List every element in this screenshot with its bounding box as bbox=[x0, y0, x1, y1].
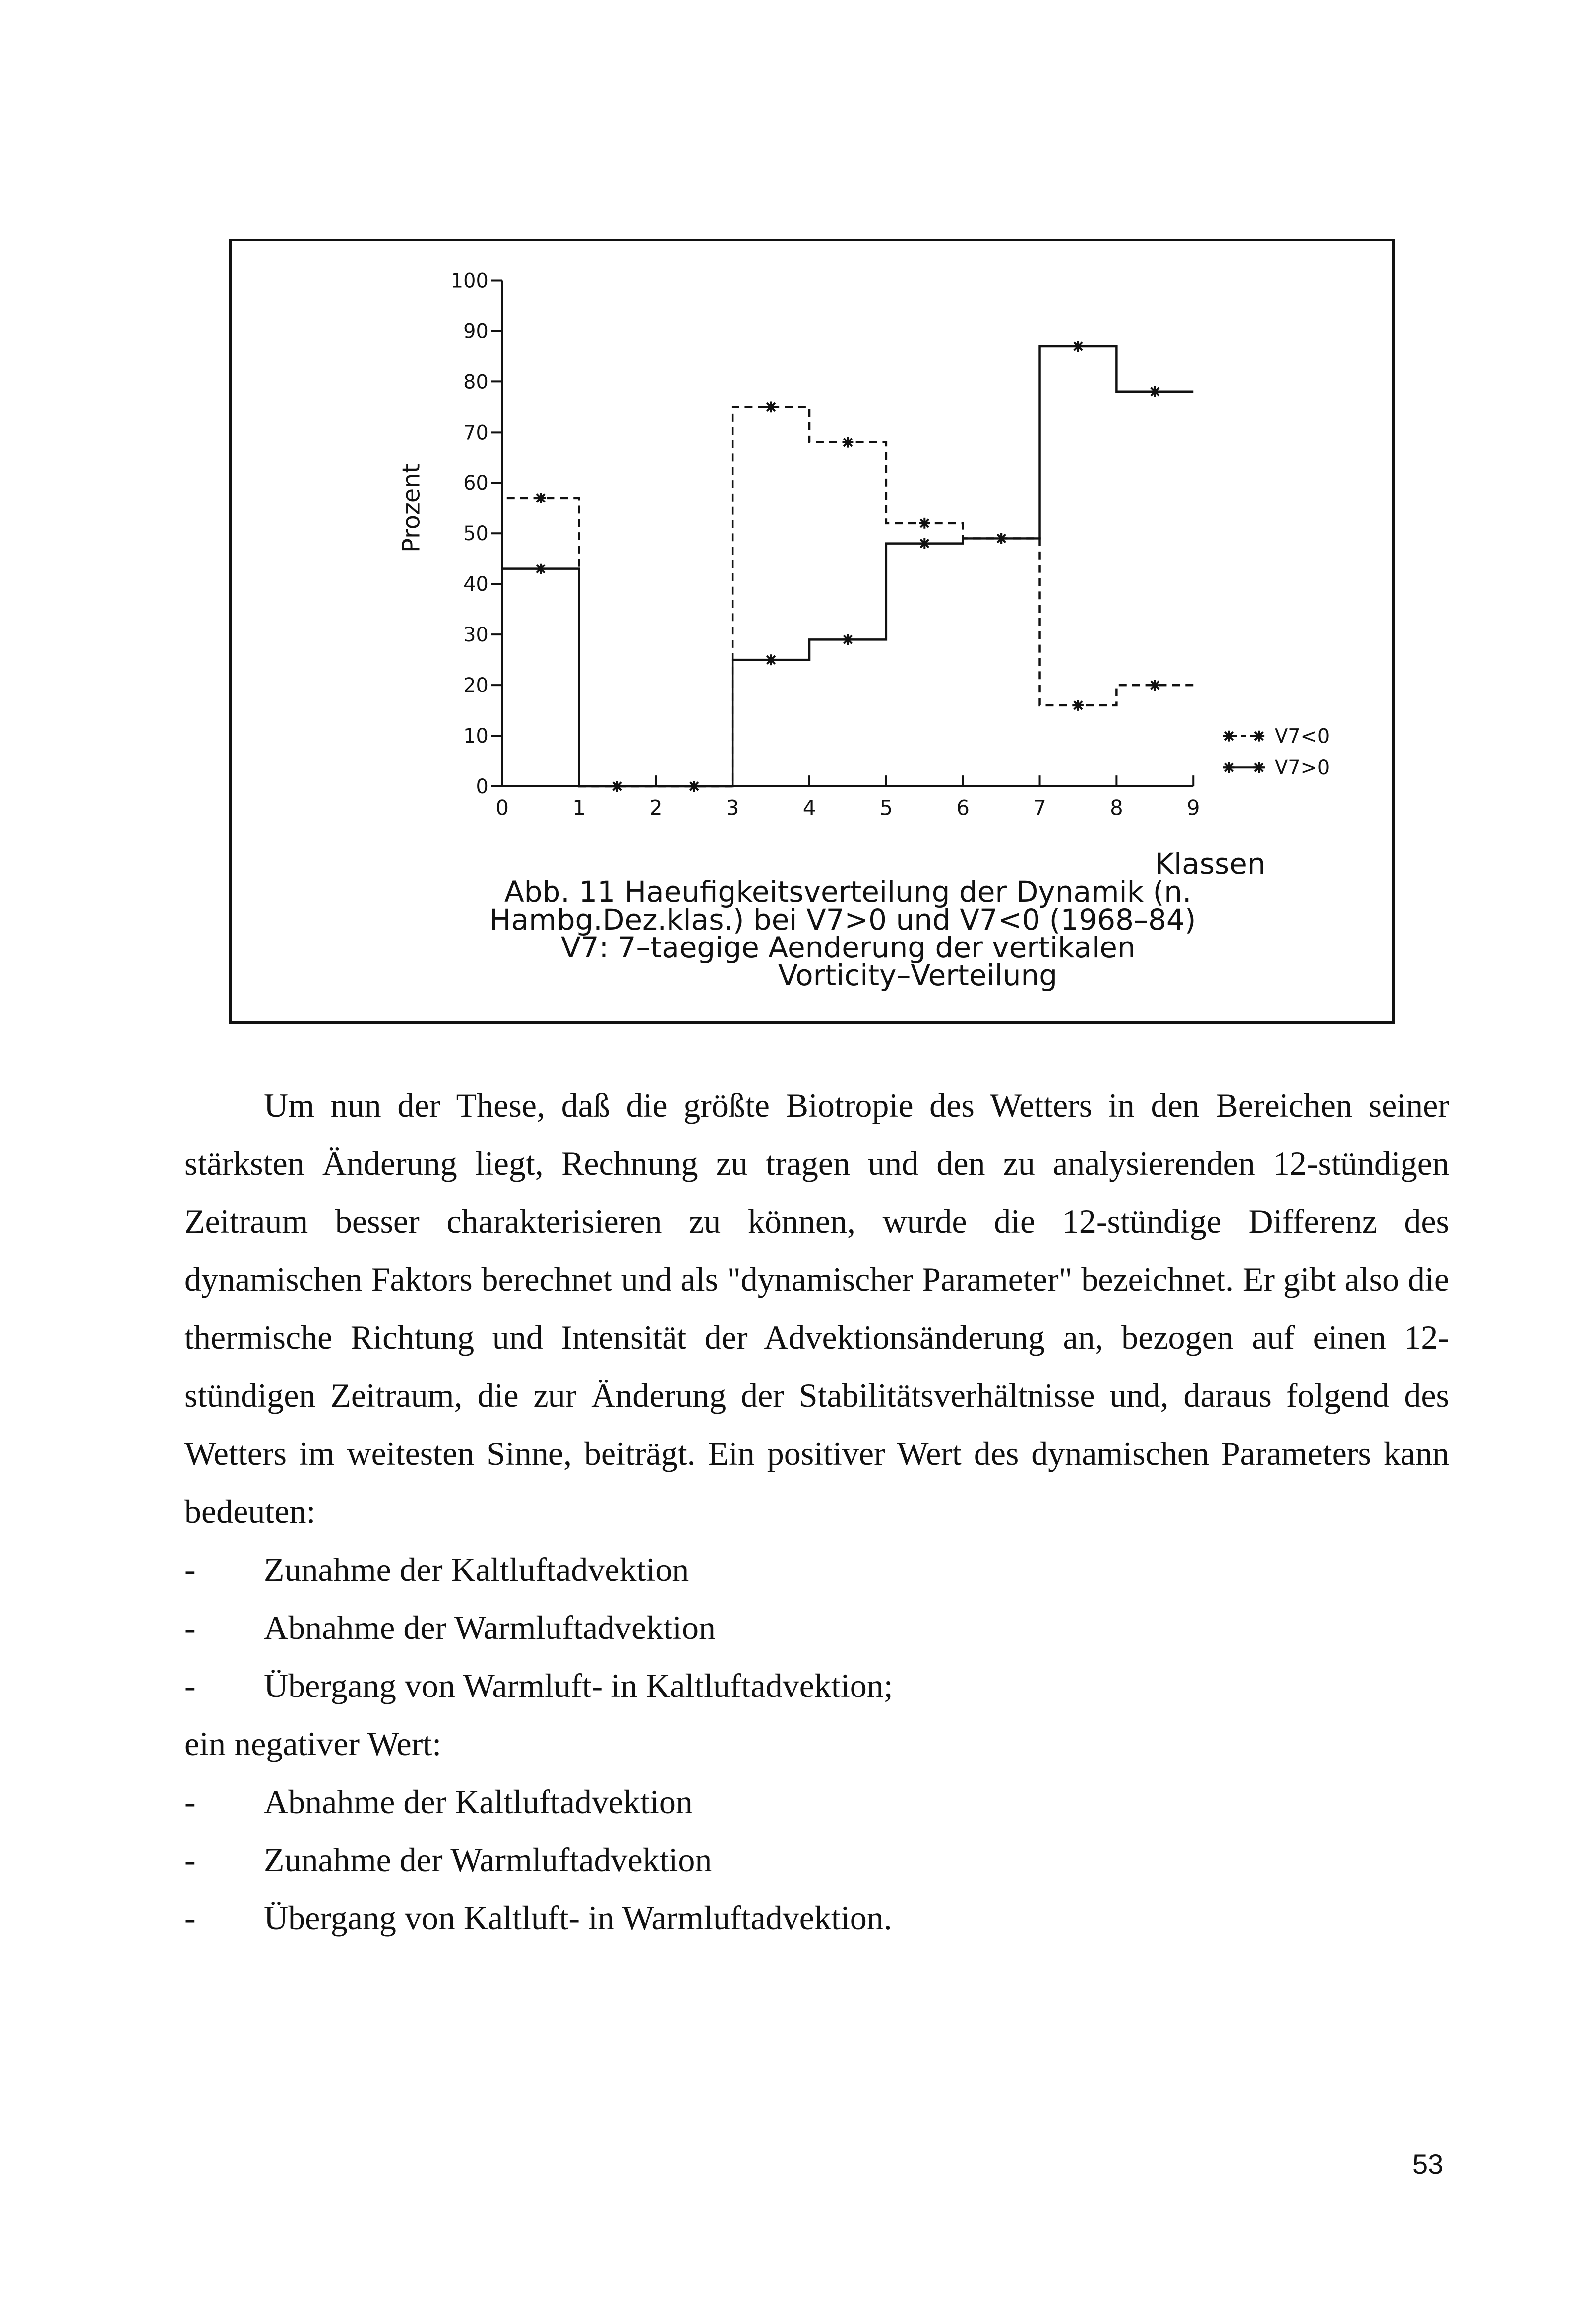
x-tick-label: 0 bbox=[495, 795, 509, 820]
legend-marker bbox=[1253, 731, 1264, 742]
legend-marker bbox=[1253, 762, 1264, 773]
data-point bbox=[919, 518, 930, 529]
body-text bbox=[184, 1076, 1449, 1947]
legend-label: V7<0 bbox=[1275, 725, 1330, 748]
legend-label: V7>0 bbox=[1275, 756, 1330, 780]
list-dash: - bbox=[184, 1899, 196, 1937]
list-dash: - bbox=[184, 1609, 196, 1646]
paragraph-text: Um nun der These, daß die größte Biotropie des Wetters in den Bereichen seiner stärksten Änderung liegt, Rechnung zu tragen und den zu analysierenden 12-stündigen Zeitraum besser charakterisieren zu können, wurde die 12-stündige Differenz des dynamischen Faktors berechnet und als "dynamischer Parameter" bezeichnet. Er gibt also die thermische Richtung und Intensität der Advektionsänderung an, bezogen auf einen 12-stündigen Zeitraum, die zur Änderung der Stabilitätsverhältnisse und, daraus folgend des Wetters im weitesten Sinne, beiträgt. Ein positiver Wert des dynamischen Parameters kann bedeuten: bbox=[184, 1086, 1449, 1530]
series-line-1 bbox=[502, 407, 1194, 786]
data-point bbox=[1073, 341, 1084, 352]
data-point bbox=[535, 493, 546, 503]
list-item bbox=[184, 1599, 1449, 1657]
y-tick-label: 60 bbox=[463, 472, 488, 495]
y-tick-label: 70 bbox=[463, 421, 488, 444]
data-point bbox=[1073, 700, 1084, 711]
list-item bbox=[184, 1541, 1449, 1599]
data-point bbox=[996, 533, 1007, 544]
page-number: 53 bbox=[1412, 2148, 1444, 2180]
x-tick-label: 4 bbox=[802, 795, 816, 820]
data-point bbox=[919, 538, 930, 549]
list-dash: - bbox=[184, 1551, 196, 1588]
list-item-text: Zunahme der Kaltluftadvektion bbox=[264, 1551, 689, 1588]
y-tick-label: 90 bbox=[463, 320, 488, 343]
list-dash: - bbox=[184, 1841, 196, 1879]
negative-intro: ein negativer Wert: bbox=[184, 1725, 442, 1762]
series-line-2 bbox=[502, 346, 1194, 786]
x-tick-label: 1 bbox=[572, 795, 586, 820]
data-point bbox=[1150, 680, 1160, 691]
data-point bbox=[842, 437, 853, 448]
x-axis-title: Klassen bbox=[1155, 847, 1266, 880]
legend-marker bbox=[1223, 762, 1234, 773]
list-item-text: Zunahme der Warmluftadvektion bbox=[264, 1841, 712, 1879]
y-axis-title: Prozent bbox=[398, 463, 426, 553]
legend-marker bbox=[1223, 731, 1234, 742]
list-item-text: Abnahme der Warmluftadvektion bbox=[264, 1609, 716, 1646]
y-tick-label: 100 bbox=[450, 269, 488, 293]
list-item bbox=[184, 1831, 1449, 1889]
x-tick-label: 5 bbox=[879, 795, 893, 820]
list-dash: - bbox=[184, 1667, 196, 1704]
figure-caption-line-3: V7: 7–taegige Aenderung der vertikalen bbox=[561, 931, 1136, 964]
list-item-text: Abnahme der Kaltluftadvektion bbox=[264, 1783, 693, 1821]
figure-caption-line-2: Hambg.Dez.klas.) bei V7>0 und V7<0 (1968–84) bbox=[489, 903, 1196, 937]
list-item-text: Übergang von Kaltluft- in Warmluftadvektion. bbox=[264, 1899, 892, 1937]
data-point bbox=[766, 401, 777, 412]
list-item bbox=[184, 1889, 1449, 1947]
list-item-text: Übergang von Warmluft- in Kaltluftadvektion; bbox=[264, 1667, 893, 1704]
y-tick-label: 20 bbox=[463, 674, 488, 697]
data-point bbox=[1150, 386, 1160, 397]
data-point bbox=[612, 781, 623, 792]
y-tick-label: 80 bbox=[463, 371, 488, 394]
data-point bbox=[766, 654, 777, 665]
x-tick-label: 6 bbox=[956, 795, 970, 820]
list-item bbox=[184, 1657, 1449, 1715]
y-tick-label: 40 bbox=[463, 573, 488, 596]
x-tick-label: 8 bbox=[1110, 795, 1123, 820]
x-tick-label: 3 bbox=[726, 795, 739, 820]
paragraph bbox=[184, 1076, 1449, 1541]
figure-caption-line-1: Abb. 11 Haeufigkeitsverteilung der Dynamik (n. bbox=[504, 875, 1192, 909]
figure-frame bbox=[229, 239, 1395, 1024]
list-item bbox=[184, 1773, 1449, 1831]
data-point bbox=[689, 781, 700, 792]
data-point bbox=[535, 564, 546, 574]
y-tick-label: 0 bbox=[476, 775, 488, 798]
data-point bbox=[842, 634, 853, 645]
figure-caption-line-4: Vorticity–Verteilung bbox=[778, 958, 1058, 992]
x-tick-label: 9 bbox=[1186, 795, 1200, 820]
list-dash: - bbox=[184, 1783, 196, 1821]
y-tick-label: 10 bbox=[463, 725, 488, 748]
y-tick-label: 50 bbox=[463, 522, 488, 546]
x-tick-label: 2 bbox=[649, 795, 663, 820]
x-tick-label: 7 bbox=[1033, 795, 1046, 820]
y-tick-label: 30 bbox=[463, 624, 488, 647]
